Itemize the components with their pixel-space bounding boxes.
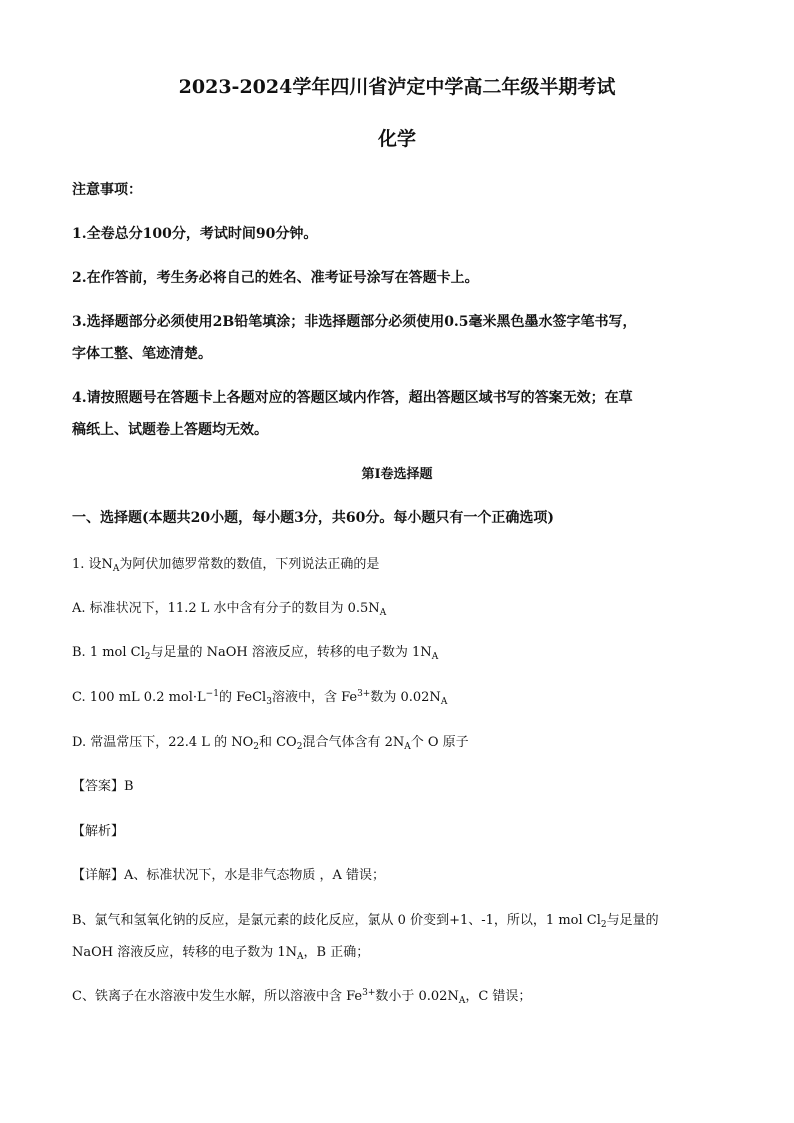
question-1-detail-b-line-1: B、氯气和氢氧化钠的反应，是氯元素的歧化反应，氯从 0 价变到+1、-1，所以，1 mol $Cl_2$与足量的: [72, 913, 659, 928]
question-1-detail-a: 【详解】A、标准状况下，水是非气态物质 ，A 错误；: [72, 868, 386, 883]
question-1-option-b: B. 1 mol $Cl_2$与足量的 NaOH 溶液反应，转移的电子数为 $1N_A$: [72, 645, 439, 660]
part-title: 一、选择题(本题共20小题，每小题3分，共60分。每小题只有一个正确选项): [72, 510, 554, 526]
note-item-1: 1.全卷总分100分，考试时间90分钟。: [72, 226, 318, 242]
note-item-3-line-2: 字体工整、笔迹清楚。: [72, 346, 212, 362]
volume-title: 第I卷选择题: [361, 467, 433, 482]
note-item-3-line-1: 3.选择题部分必须使用2B铅笔填涂；非选择题部分必须使用0.5毫米黑色墨水签字笔书写，: [72, 314, 637, 330]
question-1-answer: 【答案】B: [72, 779, 134, 794]
question-1-analysis-label: 【解析】: [72, 824, 125, 839]
question-1-detail-c: C、铁离子在水溶液中发生水解，所以溶液中含 $Fe^{3+}$数小于 $0.02N_A$，C 错误；: [72, 988, 532, 1004]
note-item-4-line-2: 稿纸上、试题卷上答题均无效。: [72, 422, 268, 438]
subject-title: 化学: [377, 128, 416, 150]
question-1-option-c: C. 100 mL 0.2 $mol\cdot L^{-1}$的 FeCl$_3$溶液中，含 $Fe^{3+}$数为 $0.02N_A$: [72, 689, 448, 705]
question-1-stem: 1. 设$N_A$为阿伏加德罗常数的数值，下列说法正确的是: [72, 557, 380, 572]
question-1-option-d: D. 常温常压下，22.4 L 的 $NO_2$和 $CO_2$混合气体含有 $2N_A$个 O 原子: [72, 735, 469, 750]
notes-heading: 注意事项：: [72, 182, 142, 198]
note-item-4-line-1: 4.请按照题号在答题卡上各题对应的答题区域内作答，超出答题区域书写的答案无效；在草: [72, 390, 633, 406]
question-1-option-a: A. 标准状况下，11.2 L 水中含有分子的数目为 $0.5N_A$: [72, 601, 387, 616]
question-1-detail-b-line-2: NaOH 溶液反应，转移的电子数为 $1N_A$，B 正确；: [72, 945, 370, 960]
note-item-2: 2.在作答前，考生务必将自己的姓名、准考证号涂写在答题卡上。: [72, 270, 479, 286]
exam-title: 2023-2024学年四川省泸定中学高二年级半期考试: [178, 76, 616, 98]
